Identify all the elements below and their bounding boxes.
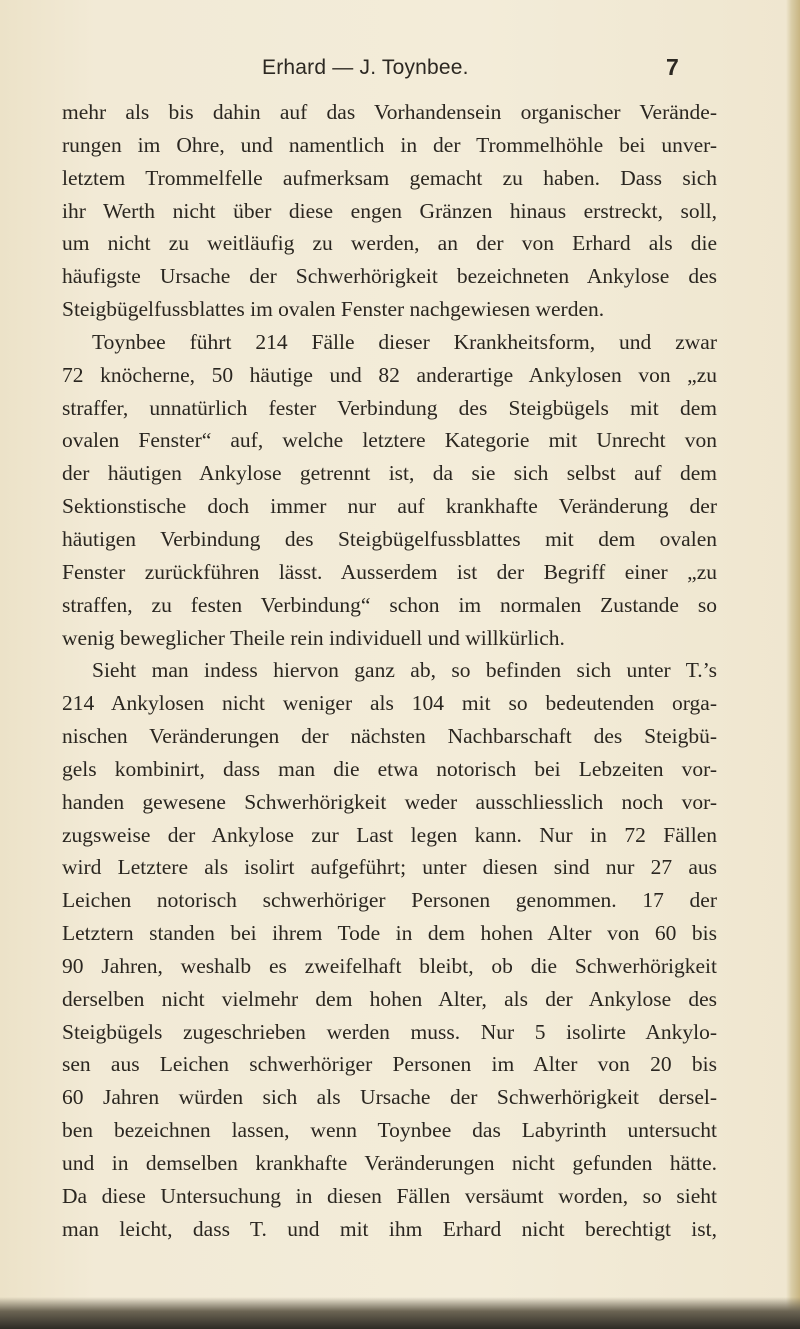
text-line: ihr Werth nicht über diese engen Gränzen hinaus erstreckt, soll, — [62, 198, 717, 223]
text-line: Toynbee führt 214 Fälle dieser Krankheitsform, und zwar — [92, 329, 717, 354]
text-line: ben bezeichnen lassen, wenn Toynbee das Labyrinth untersucht — [62, 1118, 717, 1143]
text-line: Sieht man indess hiervon ganz ab, so befinden sich unter T.’s — [92, 658, 717, 683]
text-line: Steigbügels zugeschrieben werden muss. Nur 5 isolirte Ankylo- — [62, 1019, 717, 1044]
text-line: straffer, unnatürlich fester Verbindung des Steigbügels mit dem — [62, 395, 717, 420]
text-line: häufigste Ursache der Schwerhörigkeit bezeichneten Ankylose des — [62, 264, 717, 289]
text-line: ovalen Fenster“ auf, welche letztere Kategorie mit Unrecht von — [62, 428, 717, 453]
text-line: 214 Ankylosen nicht weniger als 104 mit so bedeutenden orga- — [62, 691, 717, 716]
text-line: gels kombinirt, dass man die etwa notorisch bei Lebzeiten vor- — [62, 756, 717, 781]
text-line: sen aus Leichen schwerhöriger Personen im Alter von 20 bis — [62, 1052, 717, 1077]
text-line: und in demselben krankhafte Veränderungen nicht gefunden hätte. — [62, 1151, 717, 1175]
text-line: 60 Jahren würden sich als Ursache der Schwerhörigkeit dersel- — [62, 1085, 717, 1110]
text-line: letztem Trommelfelle aufmerksam gemacht zu haben. Dass sich — [62, 165, 717, 190]
running-title: Erhard — J. Toynbee. — [262, 56, 469, 79]
text-line: 90 Jahren, weshalb es zweifelhaft bleibt, ob die Schwerhörigkeit — [62, 953, 717, 978]
text-line: häutigen Verbindung des Steigbügelfussblattes mit dem ovalen — [62, 526, 717, 551]
text-line: Leichen notorisch schwerhöriger Personen genommen. 17 der — [62, 888, 717, 913]
text-line: Fenster zurückführen lässt. Ausserdem ist der Begriff einer „zu — [62, 559, 717, 584]
running-head — [0, 56, 800, 90]
text-line: handen gewesene Schwerhörigkeit weder ausschliesslich noch vor- — [62, 789, 717, 814]
text-line: derselben nicht vielmehr dem hohen Alter, als der Ankylose des — [62, 986, 717, 1011]
text-line: der häutigen Ankylose getrennt ist, da sie sich selbst auf dem — [62, 461, 717, 486]
text-line: Da diese Untersuchung in diesen Fällen versäumt worden, so sieht — [62, 1183, 717, 1208]
body-text — [62, 96, 717, 1246]
text-line: man leicht, dass T. und mit ihm Erhard nicht berechtigt ist, — [62, 1216, 717, 1241]
page-edge-shadow — [786, 0, 800, 1329]
text-line: wenig beweglicher Theile rein individuell und willkürlich. — [62, 625, 565, 650]
text-line: Letztern standen bei ihrem Tode in dem hohen Alter von 60 bis — [62, 921, 717, 946]
text-line: um nicht zu weitläufig zu werden, an der von Erhard als die — [62, 231, 717, 256]
text-line: straffen, zu festen Verbindung“ schon im normalen Zustande so — [62, 592, 717, 617]
text-line: zugsweise der Ankylose zur Last legen kann. Nur in 72 Fällen — [62, 822, 717, 847]
text-line: wird Letztere als isolirt aufgeführt; unter diesen sind nur 27 aus — [62, 855, 717, 880]
text-line: Steigbügelfussblattes im ovalen Fenster nachgewiesen werden. — [62, 297, 605, 322]
page-bottom-shadow — [0, 1297, 800, 1329]
text-line: nischen Veränderungen der nächsten Nachbarschaft des Steigbü- — [62, 724, 717, 749]
text-line: Sektionstische doch immer nur auf krankhafte Veränderung der — [62, 494, 717, 519]
text-line: rungen im Ohre, und namentlich in der Trommelhöhle bei unver- — [62, 132, 717, 157]
text-line: mehr als bis dahin auf das Vorhandensein organischer Verände- — [62, 100, 717, 124]
text-line: 72 knöcherne, 50 häutige und 82 anderartige Ankylosen von „zu — [62, 362, 717, 387]
page-number: 7 — [666, 54, 679, 80]
